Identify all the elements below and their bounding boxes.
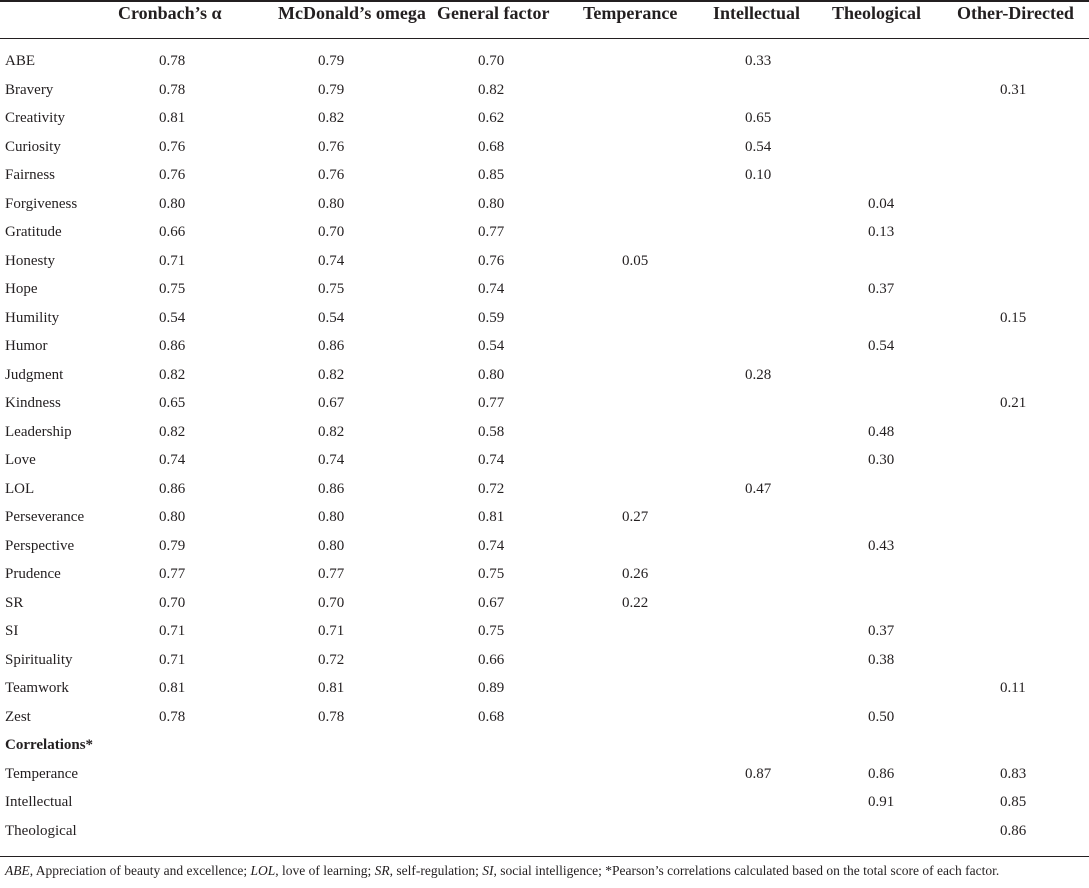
row-label: Humility bbox=[5, 309, 60, 326]
row-label: Humor bbox=[5, 338, 48, 354]
table-cell: 0.65 bbox=[159, 395, 186, 411]
footnote-def-lol: , love of learning; bbox=[275, 863, 375, 878]
table-row bbox=[0, 161, 1089, 190]
table-row bbox=[0, 674, 1089, 703]
table-cell: 0.75 bbox=[318, 281, 345, 297]
table-cell: 0.38 bbox=[868, 651, 895, 668]
table-cell: 0.80 bbox=[318, 537, 345, 554]
header-general-factor: General factor bbox=[437, 3, 550, 23]
table-cell: 0.76 bbox=[159, 167, 186, 183]
footnote-abbr-lol: LOL bbox=[250, 863, 276, 878]
table-cell: 0.68 bbox=[478, 708, 505, 725]
table-cell: 0.77 bbox=[318, 566, 345, 582]
table-row bbox=[0, 446, 1089, 475]
row-label: Leadership bbox=[5, 423, 72, 440]
table-cell: 0.86 bbox=[318, 338, 345, 354]
table-cell: 0.74 bbox=[318, 452, 345, 468]
table-cell: 0.37 bbox=[868, 281, 895, 297]
table-cell: 0.74 bbox=[478, 537, 505, 554]
table-cell: 0.81 bbox=[159, 110, 186, 126]
table-bottom-rule bbox=[0, 856, 1089, 857]
table-row bbox=[0, 47, 1089, 76]
table-row bbox=[0, 361, 1089, 390]
table-cell: 0.70 bbox=[318, 594, 345, 611]
table-cell: 0.76 bbox=[478, 252, 505, 269]
table-cell: 0.59 bbox=[478, 309, 505, 326]
table-cell: 0.54 bbox=[159, 309, 186, 326]
row-label: Gratitude bbox=[5, 224, 62, 240]
table-cell: 0.75 bbox=[159, 281, 186, 297]
table-row bbox=[0, 731, 1089, 760]
table-cell: 0.71 bbox=[318, 623, 345, 639]
table-cell: 0.79 bbox=[159, 537, 186, 554]
footnote-def-sr: , self-regulation; bbox=[389, 863, 483, 878]
table-cell: 0.80 bbox=[159, 509, 186, 525]
table-cell: 0.82 bbox=[318, 366, 345, 383]
table-row bbox=[0, 275, 1089, 304]
table-row bbox=[0, 389, 1089, 418]
row-label: Forgiveness bbox=[5, 195, 78, 212]
table-cell: 0.33 bbox=[745, 53, 772, 69]
row-label: Bravery bbox=[5, 81, 54, 98]
table-row bbox=[0, 190, 1089, 219]
table-cell: 0.71 bbox=[159, 623, 186, 639]
table-cell: 0.87 bbox=[745, 765, 772, 782]
table-cell: 0.71 bbox=[159, 651, 186, 668]
table-cell: 0.66 bbox=[478, 651, 505, 668]
header-intellectual: Intellectual bbox=[713, 3, 800, 23]
row-label: Zest bbox=[5, 708, 31, 725]
table-row bbox=[0, 475, 1089, 504]
table-cell: 0.77 bbox=[478, 224, 505, 240]
row-label: Fairness bbox=[5, 167, 55, 183]
row-label: Kindness bbox=[5, 395, 61, 411]
table-cell: 0.80 bbox=[318, 195, 345, 212]
table-cell: 0.77 bbox=[159, 566, 186, 582]
table-cell: 0.70 bbox=[318, 224, 345, 240]
table-cell: 0.80 bbox=[159, 195, 186, 212]
table-row bbox=[0, 617, 1089, 646]
table-cell: 0.74 bbox=[478, 452, 505, 468]
header-theological: Theological bbox=[832, 3, 921, 23]
table-cell: 0.48 bbox=[868, 423, 895, 440]
row-label: Temperance bbox=[5, 765, 79, 782]
table-cell: 0.47 bbox=[745, 480, 772, 497]
table-row bbox=[0, 247, 1089, 276]
table-cell: 0.82 bbox=[159, 423, 186, 440]
table-cell: 0.37 bbox=[868, 623, 895, 639]
table-cell: 0.80 bbox=[318, 509, 345, 525]
table-row bbox=[0, 589, 1089, 618]
table-cell: 0.54 bbox=[478, 338, 505, 354]
footnote-abbr-sr: SR bbox=[374, 863, 390, 878]
footnote-def-abe: , Appreciation of beauty and excellence; bbox=[29, 863, 251, 878]
table-cell: 0.81 bbox=[318, 680, 345, 696]
row-label: SR bbox=[5, 594, 24, 611]
table-cell: 0.74 bbox=[478, 281, 505, 297]
table-cell: 0.21 bbox=[1000, 395, 1027, 411]
table-header-rule bbox=[0, 38, 1089, 39]
row-label: Perspective bbox=[5, 537, 75, 554]
row-label: ABE bbox=[5, 53, 35, 69]
table-cell: 0.82 bbox=[318, 110, 345, 126]
table-cell: 0.72 bbox=[318, 651, 345, 668]
table-cell: 0.75 bbox=[478, 566, 505, 582]
row-label: Intellectual bbox=[5, 794, 73, 810]
table-cell: 0.72 bbox=[478, 480, 505, 497]
table-cell: 0.27 bbox=[622, 509, 649, 525]
header-mcdonalds-omega: McDonald’s omega bbox=[278, 3, 426, 23]
table-cell: 0.76 bbox=[318, 138, 345, 155]
table-row bbox=[0, 304, 1089, 333]
table-cell: 0.86 bbox=[159, 338, 186, 354]
table-cell: 0.05 bbox=[622, 252, 649, 269]
table-cell: 0.22 bbox=[622, 594, 649, 611]
table-cell: 0.70 bbox=[478, 53, 505, 69]
table-cell: 0.86 bbox=[868, 765, 895, 782]
table-row bbox=[0, 76, 1089, 105]
table-row bbox=[0, 332, 1089, 361]
table-row bbox=[0, 418, 1089, 447]
table-cell: 0.43 bbox=[868, 537, 895, 554]
row-label: SI bbox=[5, 623, 19, 639]
table-cell: 0.89 bbox=[478, 680, 505, 696]
table-cell: 0.68 bbox=[478, 138, 505, 155]
section-label: Correlations* bbox=[5, 737, 94, 753]
table-cell: 0.85 bbox=[478, 167, 505, 183]
table-cell: 0.54 bbox=[868, 338, 895, 354]
table-cell: 0.67 bbox=[318, 395, 345, 411]
row-label: Judgment bbox=[5, 366, 64, 383]
table-cell: 0.26 bbox=[622, 566, 649, 582]
table-cell: 0.50 bbox=[868, 708, 895, 725]
header-other-directed: Other-Directed bbox=[957, 3, 1074, 23]
table-cell: 0.31 bbox=[1000, 81, 1027, 98]
table-cell: 0.76 bbox=[318, 167, 345, 183]
table-cell: 0.71 bbox=[159, 252, 186, 269]
table-footnote bbox=[5, 862, 1085, 880]
table-cell: 0.78 bbox=[318, 708, 345, 725]
row-label: Hope bbox=[5, 281, 38, 297]
table-row bbox=[0, 503, 1089, 532]
table-cell: 0.54 bbox=[745, 138, 772, 155]
table-cell: 0.76 bbox=[159, 138, 186, 155]
table-row bbox=[0, 218, 1089, 247]
table-cell: 0.67 bbox=[478, 594, 505, 611]
row-label: Prudence bbox=[5, 566, 61, 582]
row-label: LOL bbox=[5, 480, 35, 497]
table-cell: 0.70 bbox=[159, 594, 186, 611]
table-cell: 0.28 bbox=[745, 366, 772, 383]
footnote-abbr-abe: ABE bbox=[5, 863, 30, 878]
table-cell: 0.65 bbox=[745, 110, 772, 126]
table-cell: 0.91 bbox=[868, 794, 895, 810]
table-row bbox=[0, 788, 1089, 817]
table-cell: 0.04 bbox=[868, 195, 895, 212]
table-cell: 0.78 bbox=[159, 53, 186, 69]
table-cell: 0.85 bbox=[1000, 794, 1027, 810]
table-cell: 0.10 bbox=[745, 167, 772, 183]
table-cell: 0.86 bbox=[318, 480, 345, 497]
table-cell: 0.83 bbox=[1000, 765, 1027, 782]
table-cell: 0.30 bbox=[868, 452, 895, 468]
table-cell: 0.62 bbox=[478, 110, 505, 126]
table-row bbox=[0, 532, 1089, 561]
table-cell: 0.74 bbox=[318, 252, 345, 269]
table-cell: 0.82 bbox=[159, 366, 186, 383]
table-cell: 0.13 bbox=[868, 224, 895, 240]
table-cell: 0.74 bbox=[159, 452, 186, 468]
row-label: Creativity bbox=[5, 110, 65, 126]
table-row bbox=[0, 817, 1089, 846]
row-label: Teamwork bbox=[5, 680, 69, 696]
header-cronbach-alpha: Cronbach’s α bbox=[118, 3, 222, 23]
footnote-def-si: , social intelligence; *Pearson’s correlations calculated based on the total score of each factor. bbox=[493, 863, 1000, 878]
table-cell: 0.66 bbox=[159, 224, 186, 240]
table-cell: 0.81 bbox=[478, 509, 505, 525]
row-label: Theological bbox=[5, 822, 77, 839]
table-row bbox=[0, 104, 1089, 133]
table-cell: 0.54 bbox=[318, 309, 345, 326]
table-cell: 0.78 bbox=[159, 708, 186, 725]
row-label: Perseverance bbox=[5, 509, 85, 525]
table-cell: 0.81 bbox=[159, 680, 186, 696]
table-cell: 0.80 bbox=[478, 366, 505, 383]
table-cell: 0.77 bbox=[478, 395, 505, 411]
table-row bbox=[0, 133, 1089, 162]
header-temperance: Temperance bbox=[583, 3, 678, 23]
table-cell: 0.78 bbox=[159, 81, 186, 98]
table-cell: 0.11 bbox=[1000, 680, 1026, 696]
table-cell: 0.58 bbox=[478, 423, 505, 440]
table-cell: 0.79 bbox=[318, 53, 345, 69]
table-row bbox=[0, 560, 1089, 589]
footnote-abbr-si: SI bbox=[482, 863, 494, 878]
table-cell: 0.82 bbox=[318, 423, 345, 440]
row-label: Love bbox=[5, 452, 36, 468]
table-cell: 0.80 bbox=[478, 195, 505, 212]
table-row bbox=[0, 646, 1089, 675]
row-label: Curiosity bbox=[5, 138, 61, 155]
table-cell: 0.86 bbox=[159, 480, 186, 497]
table-cell: 0.75 bbox=[478, 623, 505, 639]
row-label: Honesty bbox=[5, 252, 55, 269]
table-row bbox=[0, 760, 1089, 789]
table-cell: 0.15 bbox=[1000, 309, 1027, 326]
table-row bbox=[0, 703, 1089, 732]
row-label: Spirituality bbox=[5, 651, 73, 668]
table-cell: 0.86 bbox=[1000, 822, 1027, 839]
table-cell: 0.82 bbox=[478, 81, 505, 98]
table-cell: 0.79 bbox=[318, 81, 345, 98]
